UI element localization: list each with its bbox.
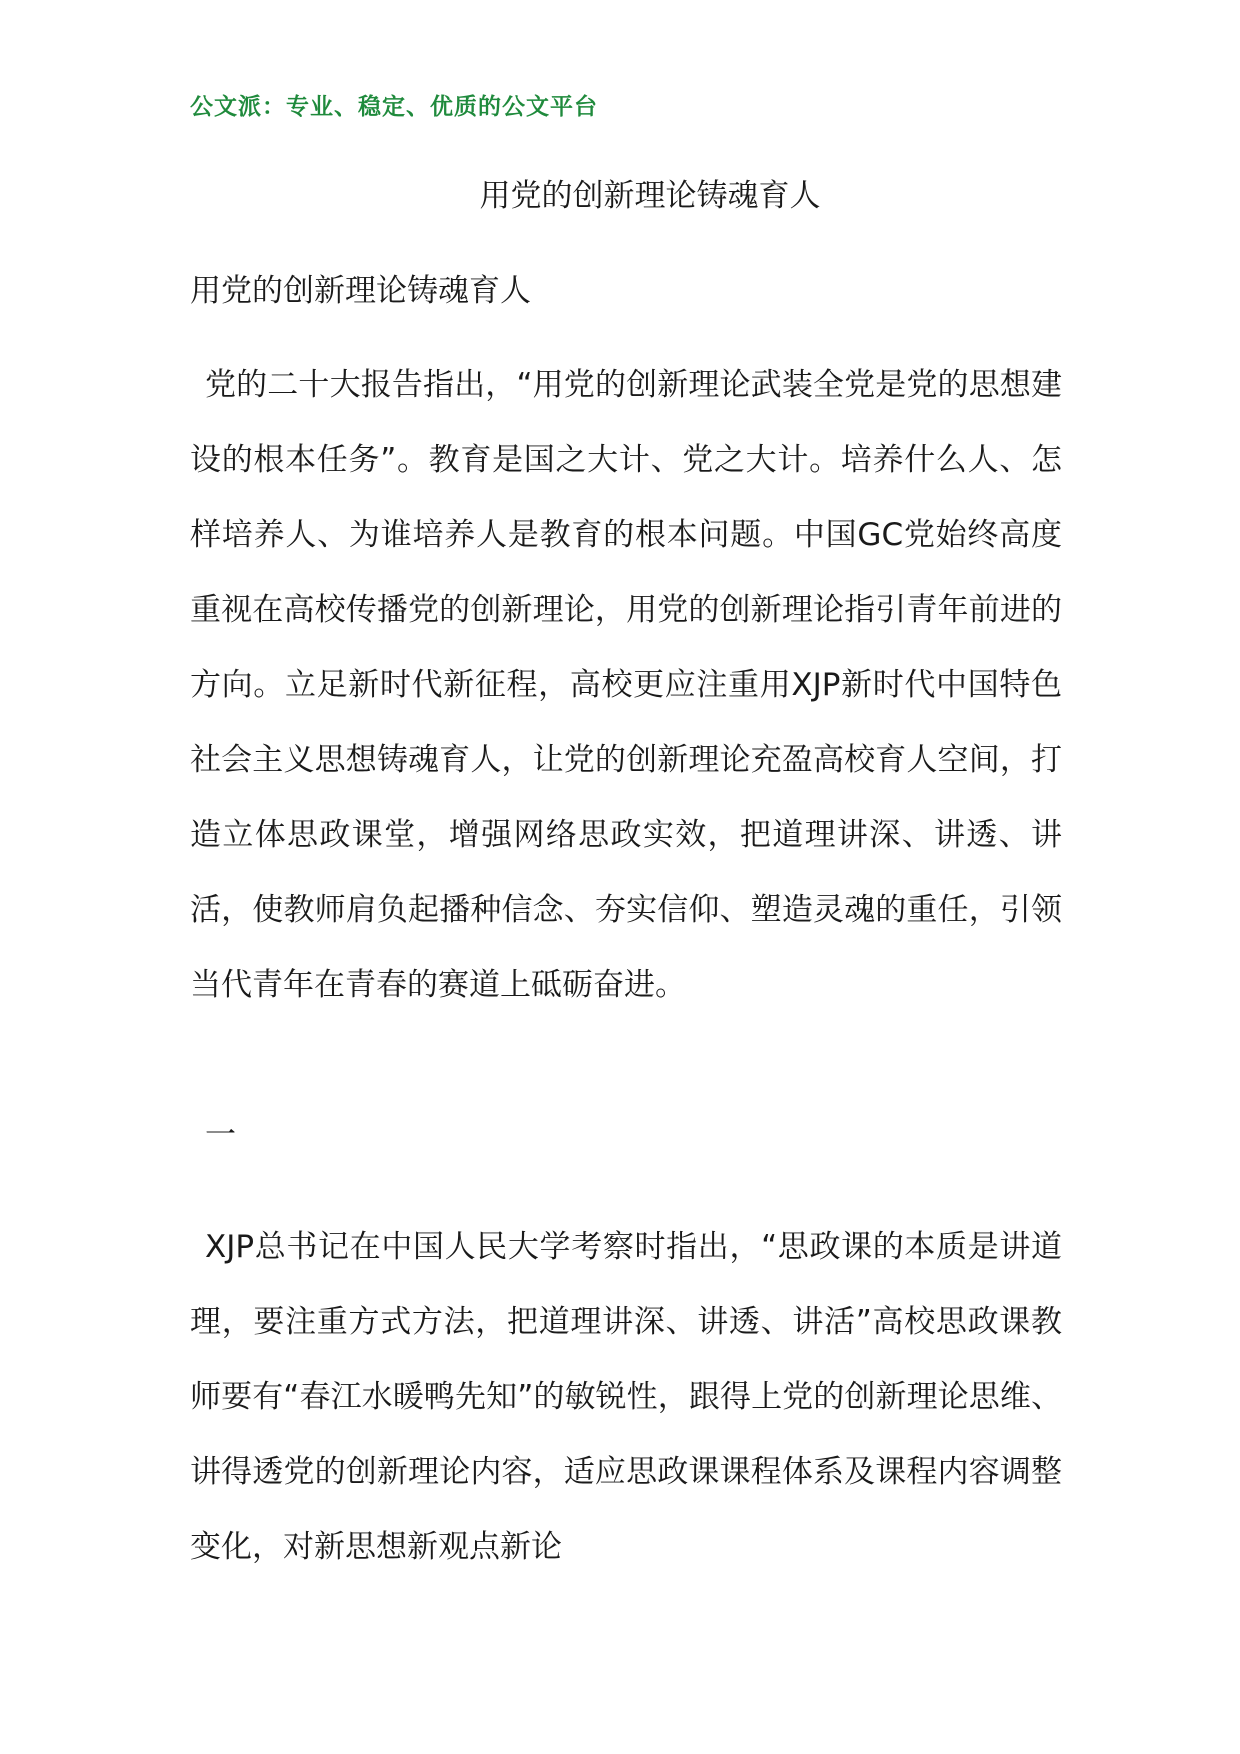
section-number: 一 xyxy=(205,1117,236,1153)
platform-banner: 公文派：专业、稳定、优质的公文平台 xyxy=(190,94,598,120)
document-subtitle: 用党的创新理论铸魂育人 xyxy=(190,273,531,309)
paragraph-2: XJP总书记在中国人民大学考察时指出，“思政课的本质是讲道理，要注重方式方法，把道理讲深、讲透、讲活”高校思政课教师要有“春江水暖鸭先知”的敏锐性，跟得上党的创新理论思维、讲得透党的创新理论内容，适应思政课课程体系及课程内容调整变化，对新思想新观点新论 xyxy=(190,1229,1062,1565)
paragraph-1: 党的二十大报告指出，“用党的创新理论武装全党是党的思想建设的根本任务”。教育是国之大计、党之大计。培养什么人、怎样培养人、为谁培养人是教育的根本问题。中国GC党始终高度重视在高校传播党的创新理论，用党的创新理论指引青年前进的方向。立足新时代新征程，高校更应注重用XJP新时代中国特色社会主义思想铸魂育人，让党的创新理论充盈高校育人空间，打造立体思政课堂，增强网络思政实效，把道理讲深、讲透、讲活，使教师肩负起播种信念、夯实信仰、塑造灵魂的重任，引领当代青年在青春的赛道上砥砺奋进。 xyxy=(190,367,1062,1003)
document-title: 用党的创新理论铸魂育人 xyxy=(479,178,821,214)
